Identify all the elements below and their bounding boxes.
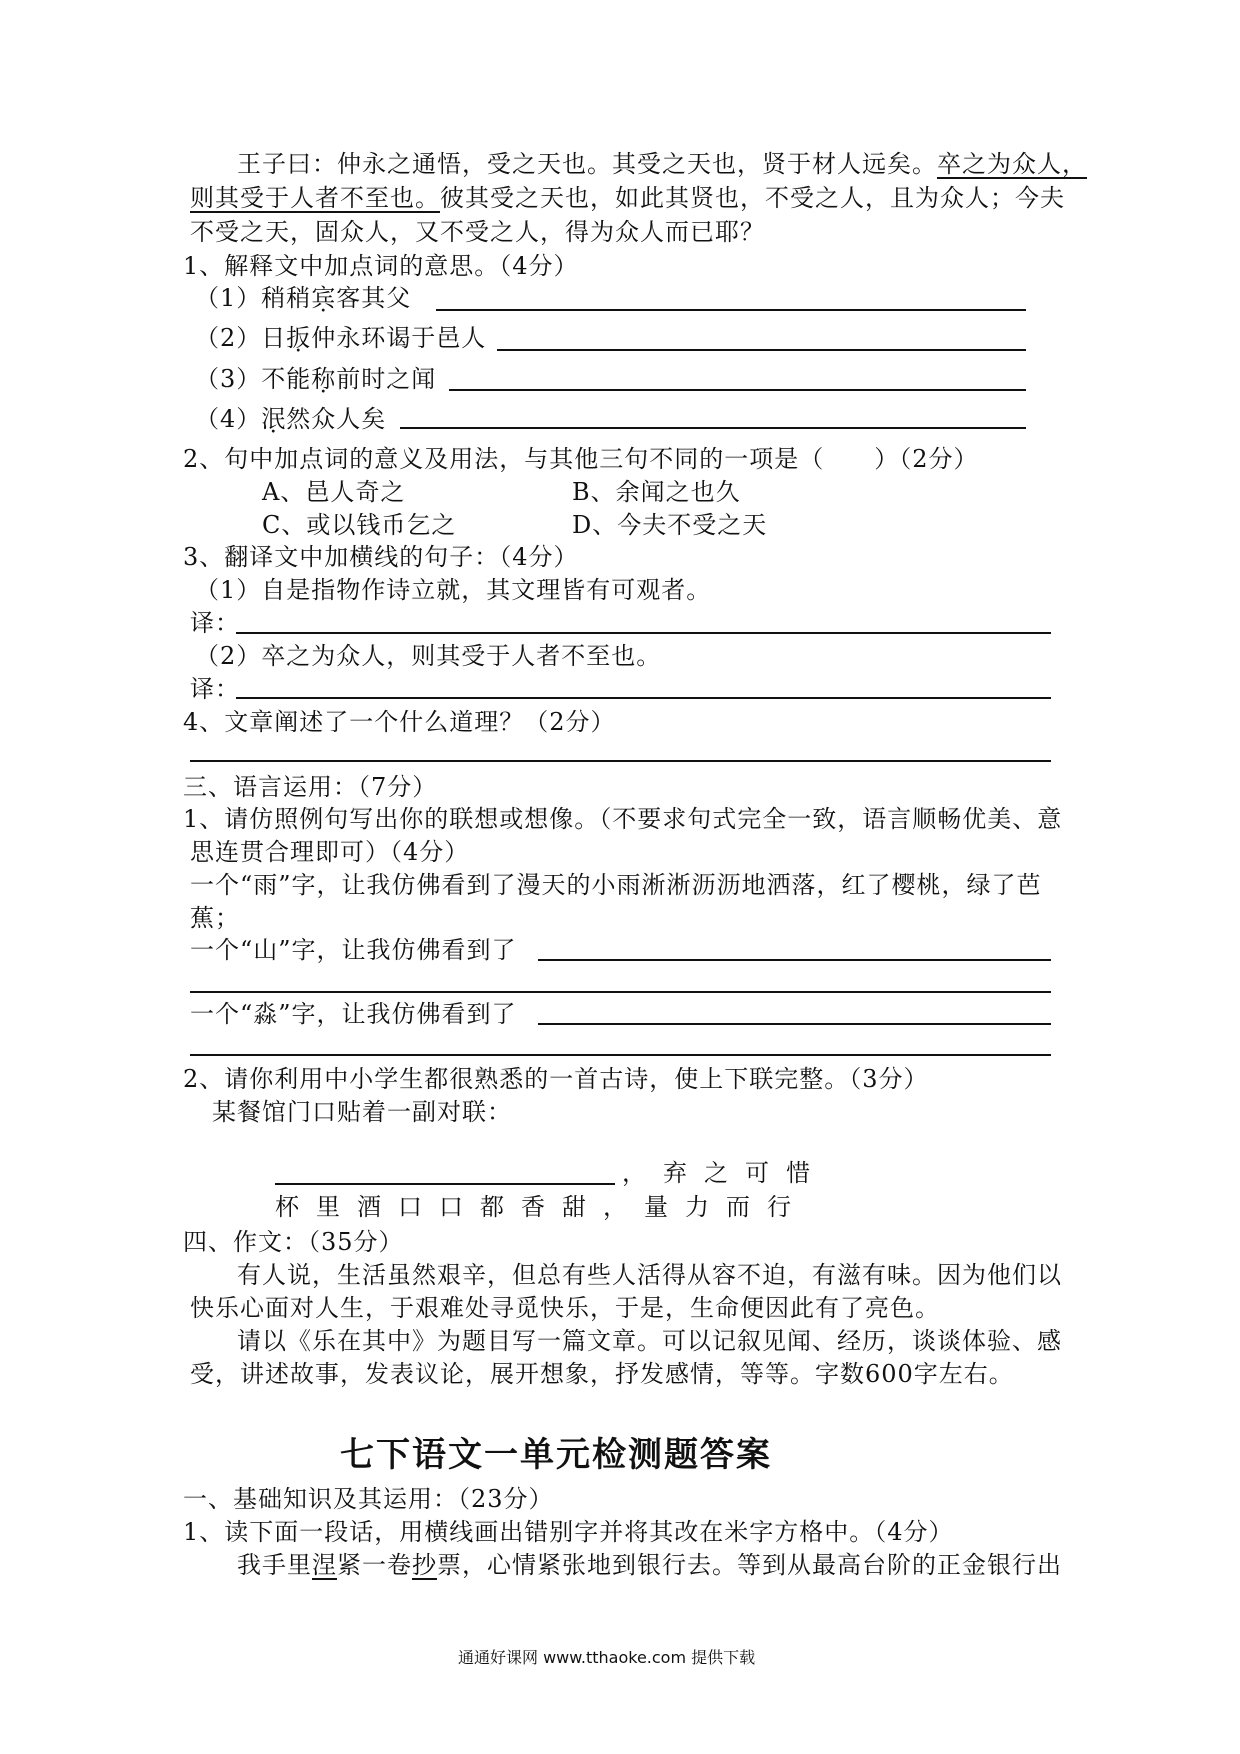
passage-line-2 <box>190 182 1065 214</box>
question-4-stem: 4、文章阐述了一个什么道理？（2分） <box>183 708 616 736</box>
passage-text: 彼其受之天也，如此其贤也，不受之人，且为众人；今夫 <box>440 184 1065 212</box>
misspelled-word: 涅 <box>312 1551 337 1579</box>
answer-line <box>400 427 1026 429</box>
example-line-2: 蕉； <box>190 904 240 932</box>
essay-prompt-line-1: 有人说，生活虽然艰辛，但总有些人活得从容不迫，有滋有味。因为他们以 <box>237 1261 1062 1289</box>
miao-prompt: 一个“淼”字，让我仿佛看到了 <box>190 1000 517 1028</box>
answer-line <box>190 991 1051 993</box>
translate-label: 译： <box>190 609 240 637</box>
couplet-bottom: 杯里酒口口都香甜，量力而行 <box>275 1193 808 1221</box>
question-1-stem: 1、解释文中加点词的意思。（4分） <box>183 252 579 280</box>
answer-line <box>236 632 1051 634</box>
answer-line <box>190 760 1051 762</box>
answer-line <box>449 389 1026 391</box>
question-3-stem: 3、翻译文中加横线的句子：（4分） <box>183 543 579 571</box>
couplet-top: ，弃之可惜 <box>622 1159 827 1187</box>
answer-q1-stem: 1、读下面一段话，用横线画出错别字并将其改在米字方格中。（4分） <box>183 1518 954 1546</box>
q1-item-3: （3）不能称前时之闻 <box>195 365 437 393</box>
sec3-q1-line-1: 1、请仿照例句写出你的联想或想像。（不要求句式完全一致，语言顺畅优美、意 <box>183 805 1063 833</box>
underlined-sentence: 则其受于人者不至也。 <box>190 184 440 212</box>
passage-text: 王子曰：仲永之通悟，受之天也。其受之天也，贤于材人远矣。 <box>237 150 937 178</box>
q1-item-2: （2）日扳仲永环谒于邑人 <box>195 324 487 352</box>
sec3-q1-line-2: 思连贯合理即可）（4分） <box>190 838 470 866</box>
answer-line <box>236 697 1051 699</box>
q3-sentence-2: （2）卒之为众人，则其受于人者不至也。 <box>195 642 662 670</box>
q1-item-1: （1）稍稍宾客其父 <box>195 284 412 312</box>
option-a: A、邑人奇之 <box>262 478 406 506</box>
option-b: B、余闻之也久 <box>572 478 741 506</box>
option-c: C、或以钱币乞之 <box>262 511 457 539</box>
passage-line-1 <box>237 148 1087 180</box>
essay-prompt-line-4: 受，讲述故事，发表议论，展开想象，抒发感情，等等。字数600字左右。 <box>190 1360 1014 1388</box>
answer-title: 七下语文一单元检测题答案 <box>340 1435 772 1475</box>
answer-line <box>538 1023 1051 1025</box>
dotted-word: 扳 <box>286 324 312 352</box>
translate-label: 译： <box>190 675 240 703</box>
answer-sec1-heading: 一、基础知识及其运用：（23分） <box>183 1485 554 1513</box>
essay-prompt-line-3: 请以《乐在其中》为题目写一篇文章。可以记叙见闻、经历，谈谈体验、感 <box>237 1327 1062 1355</box>
answer-line <box>538 959 1051 961</box>
shan-prompt: 一个“山”字，让我仿佛看到了 <box>190 936 517 964</box>
dotted-word: 泯 <box>261 405 287 433</box>
footer-source: 通通好课网 www.tthaoke.com 提供下载 <box>458 1648 756 1667</box>
essay-prompt-line-2: 快乐心面对人生，于艰难处寻觅快乐，于是，生命便因此有了亮色。 <box>190 1294 940 1322</box>
q1-item-4: （4）泯然众人矣 <box>195 405 387 433</box>
passage-line-3: 不受之天，固众人，又不受之人，得为众人而已耶？ <box>190 218 765 246</box>
sec3-q2-sub: 某餐馆门口贴着一副对联： <box>212 1098 512 1126</box>
misspelled-word: 抄 <box>412 1551 437 1579</box>
dotted-word: 宾 <box>311 284 337 312</box>
q3-sentence-1: （1）自是指物作诗立就，其文理皆有可观者。 <box>195 576 712 604</box>
couplet-blank <box>275 1183 615 1185</box>
example-line-1: 一个“雨”字，让我仿佛看到了漫天的小雨淅淅沥沥地洒落，红了樱桃，绿了芭 <box>190 871 1042 899</box>
sec3-q2-stem: 2、请你利用中小学生都很熟悉的一首古诗，使上下联完整。（3分） <box>183 1065 929 1093</box>
section-3-heading: 三、语言运用：（7分） <box>183 773 438 801</box>
underlined-sentence: 卒之为众人， <box>937 150 1087 178</box>
section-4-heading: 四、作文：（35分） <box>183 1228 404 1256</box>
answer-line <box>497 349 1026 351</box>
answer-text: 我手里涅紧一卷抄票，心情紧张地到银行去。等到从最高台阶的正金银行出 <box>237 1551 1062 1579</box>
answer-line <box>436 309 1026 311</box>
answer-line <box>190 1054 1051 1056</box>
question-2-stem: 2、句中加点词的意义及用法，与其他三句不同的一项是（ ）（2分） <box>183 445 979 473</box>
option-d: D、今夫不受之天 <box>572 511 768 539</box>
dotted-word: 称 <box>311 365 337 393</box>
